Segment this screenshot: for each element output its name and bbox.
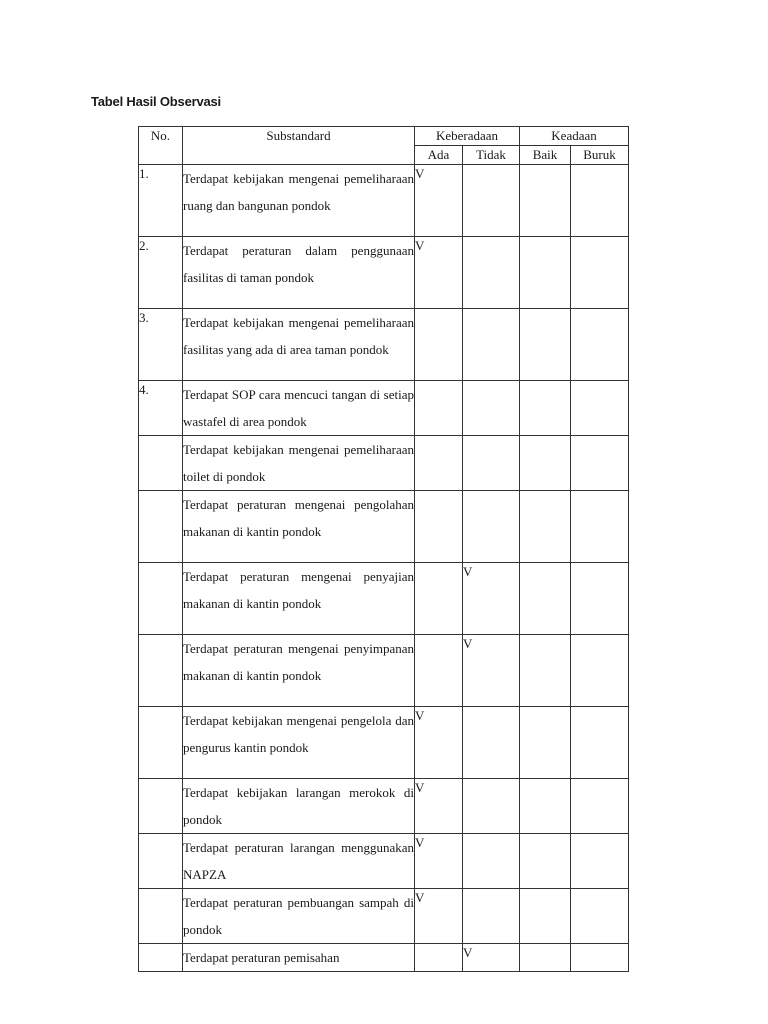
header-keadaan: Keadaan [520,127,629,146]
table-row [139,707,629,779]
row-number: 1. [139,165,183,237]
buruk-mark [571,381,629,436]
table-row [139,944,629,972]
buruk-mark [571,944,629,972]
table-row [139,779,629,834]
row-number: 2. [139,237,183,309]
buruk-mark [571,563,629,635]
table-row [139,834,629,889]
substandard-text: Terdapat peraturan pembuangan sampah di pondok [183,889,415,944]
ada-mark: V [415,237,463,309]
ada-mark: V [415,165,463,237]
tidak-mark [463,889,520,944]
buruk-mark [571,309,629,381]
table-title: Tabel Hasil Observasi [91,94,221,109]
tidak-mark [463,237,520,309]
ada-mark [415,563,463,635]
table-row [139,309,629,381]
table-row [139,381,629,436]
header-tidak: Tidak [463,146,520,165]
buruk-mark [571,165,629,237]
tidak-mark [463,707,520,779]
row-number [139,707,183,779]
table-row [139,889,629,944]
header-baik: Baik [520,146,571,165]
ada-mark [415,381,463,436]
baik-mark [520,707,571,779]
baik-mark [520,944,571,972]
tidak-mark [463,491,520,563]
substandard-text: Terdapat kebijakan larangan merokok di pondok [183,779,415,834]
ada-mark [415,491,463,563]
buruk-mark [571,491,629,563]
tidak-mark: V [463,944,520,972]
tidak-mark [463,309,520,381]
row-number [139,944,183,972]
baik-mark [520,309,571,381]
header-row-1 [139,127,629,146]
substandard-text: Terdapat kebijakan mengenai pengelola dan pengurus kantin pondok [183,707,415,779]
row-number [139,834,183,889]
header-no: No. [139,127,183,165]
tidak-mark: V [463,635,520,707]
row-number [139,635,183,707]
row-number [139,436,183,491]
buruk-mark [571,635,629,707]
baik-mark [520,563,571,635]
buruk-mark [571,889,629,944]
observation-table [138,126,629,972]
buruk-mark [571,834,629,889]
ada-mark [415,309,463,381]
substandard-text: Terdapat kebijakan mengenai pemeliharaan ruang dan bangunan pondok [183,165,415,237]
ada-mark: V [415,779,463,834]
substandard-text: Terdapat kebijakan mengenai pemeliharaan toilet di pondok [183,436,415,491]
ada-mark [415,635,463,707]
substandard-text: Terdapat peraturan mengenai pengolahan makanan di kantin pondok [183,491,415,563]
baik-mark [520,381,571,436]
baik-mark [520,635,571,707]
ada-mark [415,944,463,972]
header-keberadaan: Keberadaan [415,127,520,146]
row-number: 4. [139,381,183,436]
ada-mark: V [415,707,463,779]
buruk-mark [571,237,629,309]
tidak-mark [463,165,520,237]
row-number [139,779,183,834]
substandard-text: Terdapat peraturan mengenai penyimpanan makanan di kantin pondok [183,635,415,707]
buruk-mark [571,436,629,491]
ada-mark [415,436,463,491]
tidak-mark: V [463,563,520,635]
header-buruk: Buruk [571,146,629,165]
row-number [139,563,183,635]
substandard-text: Terdapat peraturan larangan menggunakan NAPZA [183,834,415,889]
table-row [139,237,629,309]
table-row [139,165,629,237]
row-number: 3. [139,309,183,381]
table-row [139,563,629,635]
substandard-text: Terdapat peraturan pemisahan [183,944,415,972]
table-body [139,165,629,972]
tidak-mark [463,834,520,889]
table-row [139,491,629,563]
header-ada: Ada [415,146,463,165]
baik-mark [520,889,571,944]
baik-mark [520,165,571,237]
row-number [139,889,183,944]
ada-mark: V [415,889,463,944]
substandard-text: Terdapat kebijakan mengenai pemeliharaan fasilitas yang ada di area taman pondok [183,309,415,381]
table-row [139,635,629,707]
baik-mark [520,491,571,563]
buruk-mark [571,707,629,779]
substandard-text: Terdapat SOP cara mencuci tangan di setiap wastafel di area pondok [183,381,415,436]
tidak-mark [463,779,520,834]
buruk-mark [571,779,629,834]
baik-mark [520,237,571,309]
baik-mark [520,834,571,889]
ada-mark: V [415,834,463,889]
tidak-mark [463,436,520,491]
row-number [139,491,183,563]
table-row [139,436,629,491]
header-substandard: Substandard [183,127,415,165]
baik-mark [520,779,571,834]
substandard-text: Terdapat peraturan dalam penggunaan fasilitas di taman pondok [183,237,415,309]
substandard-text: Terdapat peraturan mengenai penyajian makanan di kantin pondok [183,563,415,635]
tidak-mark [463,381,520,436]
baik-mark [520,436,571,491]
